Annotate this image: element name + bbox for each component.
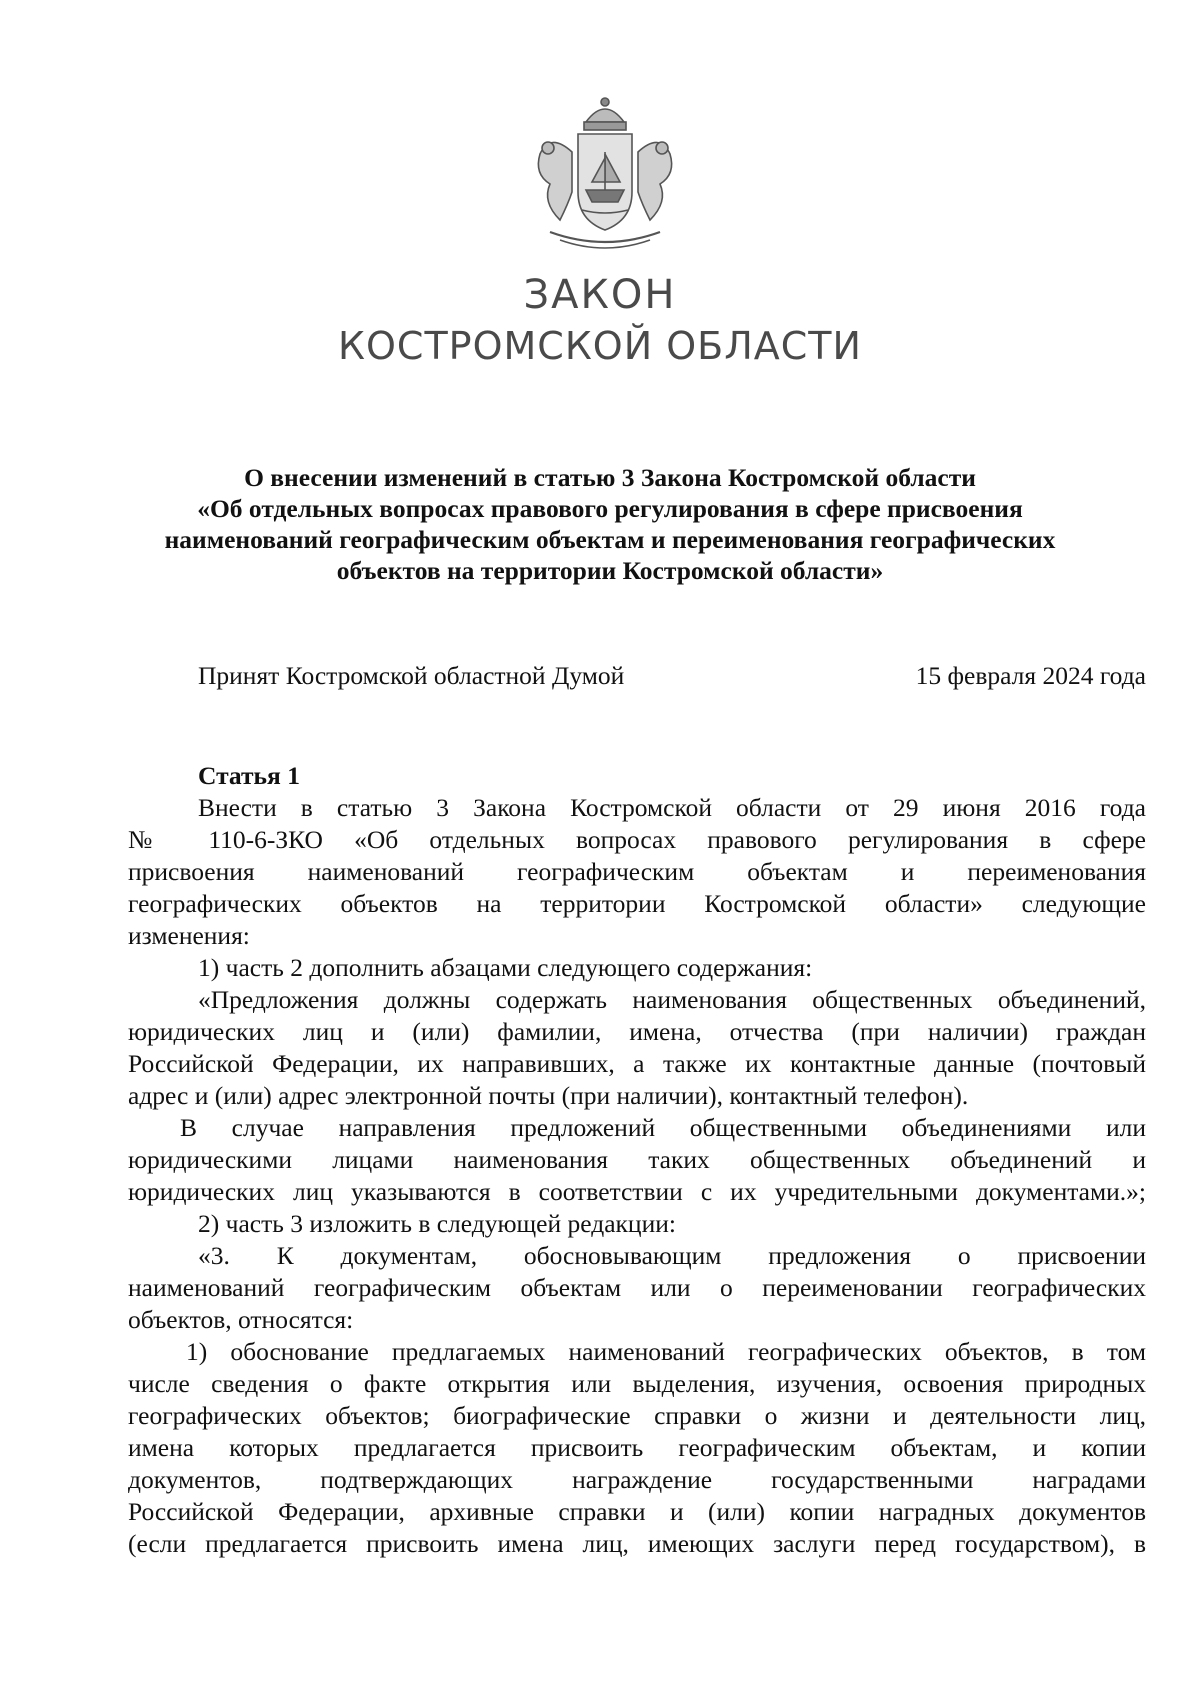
article-line: юридических лиц и (или) фамилии, имена, отчества (при наличии) граждан — [128, 1017, 1146, 1046]
article-line: № 110-6-ЗКО «Об отдельных вопросах правового регулирования в сфере — [128, 825, 1146, 854]
article-line: 1) обоснование предлагаемых наименований географических объектов, в том — [186, 1337, 1146, 1366]
article-line: документов, подтверждающих награждение государственными наградами — [128, 1465, 1146, 1494]
law-title-line: наименований географическим объектам и переименования географических — [164, 525, 1056, 554]
law-title — [130, 462, 1090, 586]
article-line: «Предложения должны содержать наименования общественных объединений, — [198, 985, 1146, 1014]
article-line: географических объектов; биографические справки о жизни и деятельности лиц, — [128, 1401, 1146, 1430]
article-line: 2) часть 3 изложить в следующей редакции: — [198, 1209, 676, 1238]
article-line: (если предлагается присвоить имена лиц, имеющих заслуги перед государством), в — [128, 1529, 1146, 1558]
coat-of-arms-icon — [520, 92, 690, 257]
article-line: Российской Федерации, архивные справки и (или) копии наградных документов — [128, 1497, 1146, 1526]
article-line: юридическими лицами наименования таких общественных объединений и — [128, 1145, 1146, 1174]
article-line: присвоения наименований географическим объектам и переименования — [128, 857, 1146, 886]
article-line: имена которых предлагается присвоить географическим объектам, и копии — [128, 1433, 1146, 1462]
law-title-line: объектов на территории Костромской области» — [336, 556, 884, 585]
law-title-line: О внесении изменений в статью 3 Закона Костромской области — [244, 463, 976, 492]
article-line: адрес и (или) адрес электронной почты (при наличии), контактный телефон). — [128, 1081, 969, 1110]
article-line: наименований географическим объектам или о переименовании географических — [128, 1273, 1146, 1302]
article-body — [128, 760, 1146, 1560]
article-line: 1) часть 2 дополнить абзацами следующего содержания: — [198, 953, 813, 982]
adopted-by: Принят Костромской областной Думой — [198, 661, 625, 690]
adoption-date: 15 февраля 2024 года — [915, 661, 1146, 690]
article-line: «3. К документам, обосновывающим предложения о присвоении — [198, 1241, 1146, 1270]
article-line: Внести в статью 3 Закона Костромской области от 29 июня 2016 года — [198, 793, 1146, 822]
article-line: юридических лиц указываются в соответствии с их учредительными документами.»; — [128, 1177, 1146, 1206]
article-line: объектов, относятся: — [128, 1305, 354, 1334]
article-line: В случае направления предложений общественными объединениями или — [180, 1113, 1146, 1142]
article-line: изменения: — [128, 921, 250, 950]
law-heading-line2: КОСТРОМСКОЙ ОБЛАСТИ — [338, 324, 862, 368]
law-title-line: «Об отдельных вопросах правового регулирования в сфере присвоения — [197, 494, 1023, 523]
law-heading-line1: ЗАКОН — [523, 272, 677, 318]
article-heading: Статья 1 — [198, 761, 300, 790]
law-heading — [0, 270, 1200, 372]
article-line: географических объектов на территории Костромской области» следующие — [128, 889, 1146, 918]
article-line: числе сведения о факте открытия или выделения, изучения, освоения природных — [128, 1369, 1146, 1398]
article-line: Российской Федерации, их направивших, а также их контактные данные (почтовый — [128, 1049, 1146, 1078]
